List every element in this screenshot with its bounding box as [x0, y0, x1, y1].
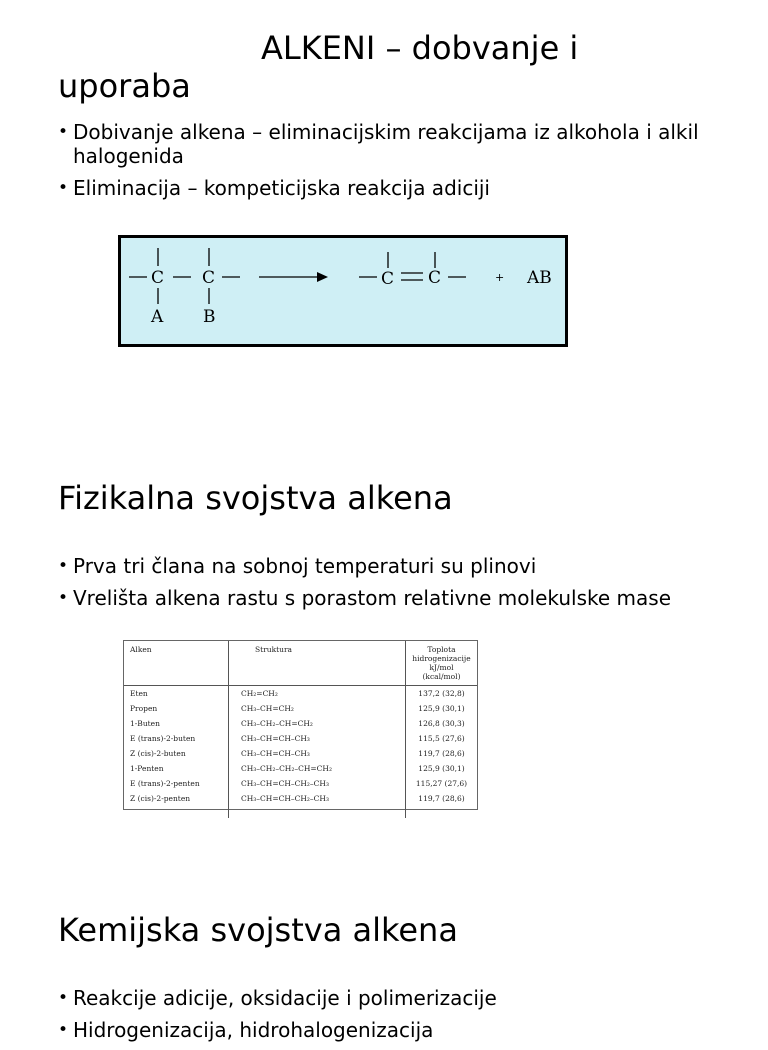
structure-cell: CH₃–CH=CH₂	[229, 701, 406, 716]
alkene-table	[124, 641, 477, 818]
slide2-bullet-list	[58, 554, 738, 618]
structure-cell: CH₃–CH=CH–CH₂–CH₃	[229, 791, 406, 806]
spacer-cell	[124, 806, 229, 818]
arrow-head-icon	[317, 272, 328, 282]
table-row	[124, 776, 477, 791]
leaving-group-b: B	[203, 307, 216, 327]
table-row	[124, 761, 477, 776]
leaving-group-a: A	[151, 307, 164, 327]
product-ab: AB	[527, 268, 552, 288]
header-toplota: Toplota hidrogenizacije kJ/mol (kcal/mol)	[406, 641, 478, 686]
slide3-title: Kemijska svojstva alkena	[58, 911, 458, 949]
hydrogenation-heat-cell: 115,5 (27,6)	[418, 734, 465, 743]
slide2-bullet-1: • Prva tri člana na sobnoj temperaturi su plinovi	[58, 554, 738, 578]
table-row	[124, 791, 477, 806]
right-carbon-1: C	[381, 269, 395, 289]
left-carbon-2: C	[202, 268, 216, 288]
table-row	[124, 746, 477, 761]
alkene-name-cell: 1-Penten	[124, 761, 229, 776]
plus-sign: +	[495, 271, 505, 284]
spacer-cell	[406, 806, 478, 818]
slide1-bullet-2: • Eliminacija – kompeticijska reakcija adiciji	[58, 176, 738, 200]
table-row	[124, 686, 477, 702]
left-carbon-1: C	[151, 268, 165, 288]
table-row	[124, 716, 477, 731]
alkene-hydrogenation-table	[123, 640, 478, 810]
slide1-bullet-list	[58, 120, 738, 208]
hydrogenation-heat-cell: 115,27 (27,6)	[415, 779, 468, 788]
structure-cell: CH₃–CH₂–CH₂–CH=CH₂	[229, 761, 406, 776]
table-spacer-row	[124, 806, 477, 818]
right-carbon-2: C	[428, 268, 442, 288]
alkene-name-cell: 1-Buten	[124, 716, 229, 731]
alkene-name-cell: Z (cis)-2-buten	[124, 746, 229, 761]
hydrogenation-heat-cell: 125,9 (30,1)	[418, 764, 465, 773]
table-body	[124, 686, 477, 819]
spacer-cell	[229, 806, 406, 818]
header-struktura: Struktura	[229, 641, 406, 686]
hydrogenation-heat-cell: 137,2 (32,8)	[418, 689, 465, 698]
structure-cell: CH₃–CH=CH–CH₃	[229, 746, 406, 761]
alkene-name-cell: E (trans)-2-penten	[124, 776, 229, 791]
slide1-bullet-1: • Dobivanje alkena – eliminacijskim reakcijama iz alkohola i alkil halogenida	[58, 120, 738, 168]
reaction-scheme-svg	[121, 238, 565, 344]
hydrogenation-heat-cell: 126,8 (30,3)	[418, 719, 465, 728]
alkene-name-cell: Eten	[124, 686, 229, 702]
alkene-name-cell: Propen	[124, 701, 229, 716]
header-alken: Alken	[124, 641, 229, 686]
alkene-name-cell: E (trans)-2-buten	[124, 731, 229, 746]
structure-cell: CH₃–CH=CH–CH₃	[229, 731, 406, 746]
slide3-bullet-2: • Hidrogenizacija, hidrohalogenizacija	[58, 1018, 738, 1042]
table-header-row	[124, 641, 477, 686]
slide1-title-line2: uporaba	[58, 67, 191, 105]
hydrogenation-heat-cell: 125,9 (30,1)	[418, 704, 465, 713]
slide3-bullet-1: • Reakcije adicije, oksidacije i polimerizacije	[58, 986, 738, 1010]
hydrogenation-heat-cell: 119,7 (28,6)	[418, 794, 465, 803]
hydrogenation-heat-cell: 119,7 (28,6)	[418, 749, 465, 758]
structure-cell: CH₃–CH=CH–CH₂–CH₃	[229, 776, 406, 791]
structure-cell: CH₃–CH₂–CH=CH₂	[229, 716, 406, 731]
elimination-reaction-scheme	[118, 235, 568, 347]
alkene-name-cell: Z (cis)-2-penten	[124, 791, 229, 806]
structure-cell: CH₂=CH₂	[229, 686, 406, 702]
table-row	[124, 731, 477, 746]
slide1-title-line1: ALKENI – dobvanje i	[261, 29, 579, 67]
slide2-bullet-2: • Vrelišta alkena rastu s porastom relativne molekulske mase	[58, 586, 738, 610]
slide3-bullet-list	[58, 986, 738, 1050]
table-row	[124, 701, 477, 716]
slide2-title: Fizikalna svojstva alkena	[58, 479, 453, 517]
